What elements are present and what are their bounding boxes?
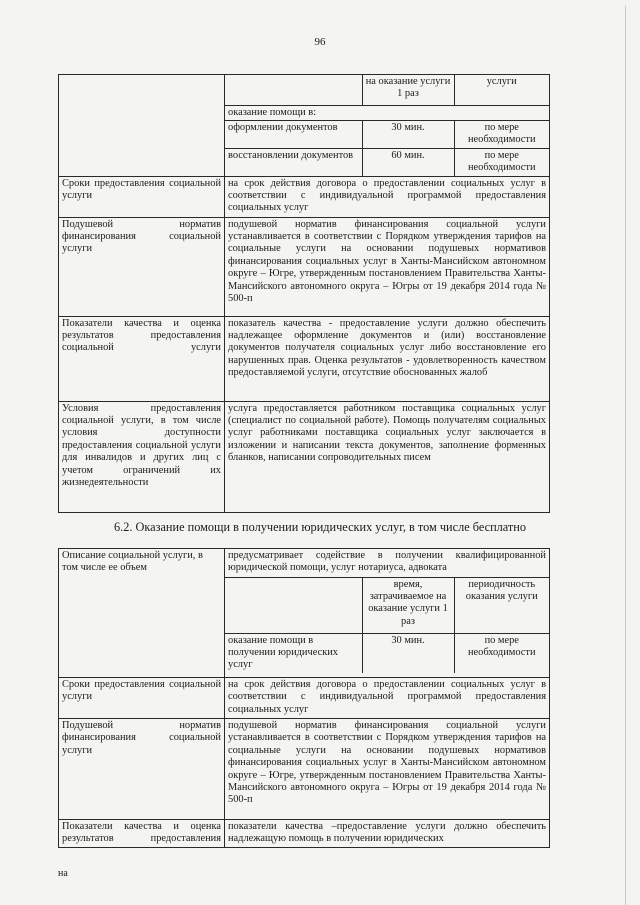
conditions-text: услуга предоставляется работником поставщика социальных услуг (специалист по социальной работе). Помощь получателям социальных услуг работниками поставщика социальных услуг заключается в изложении и написании текста документов, заполнение форменных бланков, написании сопроводительных писем (225, 401, 550, 512)
conditions-label: Условия предоставления социальной услуги, в том числе условия доступности предоставления социальной услуги для инвалидов и других лиц с учетом ограничений их жизнедеятельности (59, 401, 225, 512)
terms-label: Сроки предоставления социальной услуги (59, 678, 225, 719)
services-table-6-2 (58, 548, 550, 848)
time-header: время, затрачиваемое на оказание услуги 1 раз (362, 577, 454, 633)
time-cell: 30 мин. (362, 633, 454, 673)
empty-label-cell (59, 75, 225, 177)
activity-cell: оказание помощи в получении юридических услуг (225, 633, 362, 673)
quality-label: Показатели качества и оценка результатов предоставления (59, 820, 225, 848)
terms-label: Сроки предоставления социальной услуги (59, 176, 225, 217)
page-number: 96 (314, 36, 326, 48)
norm-label: Подушевой норматив финансирования социальной услуги (59, 719, 225, 820)
schedule-cell (225, 75, 550, 177)
period-cell: по мере необходимости (467, 634, 536, 658)
period-header: периодичность оказания услуги (454, 577, 549, 633)
period-cell: по мере необходимости (454, 120, 549, 148)
description-text: предусматривает содействие в получении квалифицированной юридической помощи, услуг нотариуса, адвоката (225, 549, 549, 577)
time-cell: 30 мин. (362, 120, 454, 148)
footer-fragment: на (58, 868, 68, 879)
norm-text: подушевой норматив финансирования социальной услуги устанавливается в соответствии с Порядком утверждения тарифов на социальные услуги на основании подушевых нормативов финансирования социальных услуг в Ханты-Мансийском автономном округе – Югре, утвержденным постановлением Правительства Ханты-Мансийского автономного округа – Югры от 19 декабря 2014 года № 500-п (225, 719, 550, 820)
norm-text: подушевой норматив финансирования социальной услуги устанавливается в соответствии с Порядком утверждения тарифов на социальные услуги на основании подушевых нормативов финансирования социальных услуг в Ханты-Мансийском автономном округе – Югре, утвержденным постановлением Правительства Ханты-Мансийского автономного округа – Югры от 19 декабря 2014 года № 500-п (225, 217, 550, 316)
quality-text: показатель качества - предоставление услуги должно обеспечить надлежащее оформление документов и (или) восстановление документов получателя социальных услуг либо восстановление его нарушенных прав. Оценка результатов - удовлетворенность качеством предоставляемой услуги, отсутствие обоснованных жалоб (225, 316, 550, 401)
terms-text: на срок действия договора о предоставлении социальных услуг в соответствии с индивидуальной программой предоставления социальных услуг (225, 176, 550, 217)
activity-cell: оформлении документов (225, 120, 362, 148)
description-cell (225, 549, 550, 678)
description-subtable (225, 549, 549, 673)
services-table-6-1 (58, 74, 550, 513)
period-header: услуги (454, 75, 549, 105)
assist-label: оказание помощи в: (225, 105, 549, 120)
quality-text: показатели качества –предоставление услуги должно обеспечить надлежащую помощь в получении юридических (225, 820, 550, 848)
time-cell: 60 мин. (362, 148, 454, 175)
terms-text: на срок действия договора о предоставлении социальных услуг в соответствии с индивидуальной программой предоставления социальных услуг (225, 678, 550, 719)
section-heading-6-2: 6.2. Оказание помощи в получении юридических услуг, в том числе бесплатно (113, 520, 527, 534)
norm-label: Подушевой норматив финансирования социальной услуги (59, 217, 225, 316)
time-header: на оказание услуги 1 раз (362, 75, 454, 105)
quality-label: Показатели качества и оценка результатов предоставления социальной услуги (59, 316, 225, 401)
activity-cell: восстановлении документов (225, 148, 362, 175)
description-label: Описание социальной услуги, в том числе ее объем (59, 549, 225, 678)
period-cell: по мере необходимости (467, 149, 536, 174)
page-edge-line (625, 6, 626, 905)
schedule-subtable (225, 75, 549, 176)
